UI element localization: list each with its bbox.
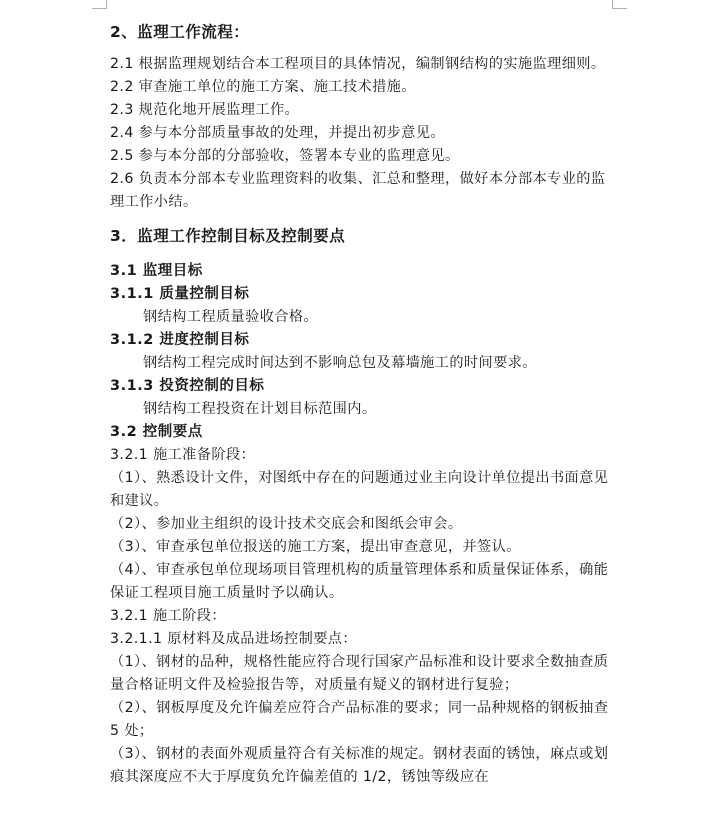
list-item-3-2-1-1-1: （1）、钢材的品种，规格性能应符合现行国家产品标准和设计要求全数抽查质量合格证明文件及检验报告等，对质量有疑义的钢材进行复验； xyxy=(110,654,609,693)
text-3-1-1: 钢结构工程质量验收合格。 xyxy=(143,309,319,325)
paragraph-2-4: 2.4 参与本分部质量事故的处理，并提出初步意见。 xyxy=(110,125,446,141)
text-3-1-2: 钢结构工程完成时间达到不影响总包及幕墙施工的时间要求。 xyxy=(143,355,537,371)
paragraph-2-2: 2.2 审查施工单位的施工方案、施工技术措施。 xyxy=(110,79,416,95)
paragraph-2-6: 2.6 负责本分部本专业监理资料的收集、汇总和整理，做好本分部本专业的监理工作小结。 xyxy=(110,171,606,210)
paragraph-2-5: 2.5 参与本分部的分部验收，签署本专业的监理意见。 xyxy=(110,148,460,164)
list-item-3-2-1-1: （1）、熟悉设计文件，对图纸中存在的问题通过业主向设计单位提出书面意见和建议。 xyxy=(110,470,609,509)
list-item-3-2-1-4: （4）、审查承包单位现场项目管理机构的质量管理体系和质量保证体系，确能保证工程项目施工质量时予以确认。 xyxy=(110,562,609,601)
paragraph-2-3: 2.3 规范化地开展监理工作。 xyxy=(110,102,300,118)
heading-3-1-3: 3.1.3 投资控制的目标 xyxy=(110,378,265,394)
heading-3-1-1: 3.1.1 质量控制目标 xyxy=(110,286,250,302)
heading-3-1: 3.1 监理目标 xyxy=(110,263,203,279)
list-item-3-2-1-1-3: （3）、钢材的表面外观质量符合有关标准的规定。钢材表面的锈蚀，麻点或划痕其深度应不大于厚度负允许偏差值的 1/2，锈蚀等级应在 xyxy=(110,746,609,785)
list-item-3-2-1-2: （2）、参加业主组织的设计技术交底会和图纸会审会。 xyxy=(110,516,463,532)
heading-section-2: 2、监理工作流程： xyxy=(110,23,250,41)
heading-3-1-2: 3.1.2 进度控制目标 xyxy=(110,332,250,348)
heading-3-2-1-1: 3.2.1.1 原材料及成品进场控制要点： xyxy=(110,631,357,647)
heading-3-2-2: 3.2.1 施工阶段： xyxy=(110,608,226,624)
list-item-3-2-1-3: （3）、审查承包单位报送的施工方案，提出审查意见，并签认。 xyxy=(110,539,521,555)
heading-section-3: 3．监理工作控制目标及控制要点 xyxy=(110,227,346,245)
crop-mark-top-right xyxy=(612,0,627,9)
list-item-3-2-1-1-2: （2）、钢板厚度及允许偏差应符合产品标准的要求；同一品种规格的钢板抽查 5 处； xyxy=(110,700,609,739)
text-3-1-3: 钢结构工程投资在计划目标范围内。 xyxy=(143,401,377,417)
crop-mark-top-left xyxy=(92,0,107,9)
document-body xyxy=(110,20,615,789)
heading-3-2-1: 3.2.1 施工准备阶段： xyxy=(110,447,256,463)
heading-3-2: 3.2 控制要点 xyxy=(110,424,203,440)
paragraph-2-1: 2.1 根据监理规划结合本工程项目的具体情况，编制钢结构的实施监理细则。 xyxy=(110,56,606,72)
